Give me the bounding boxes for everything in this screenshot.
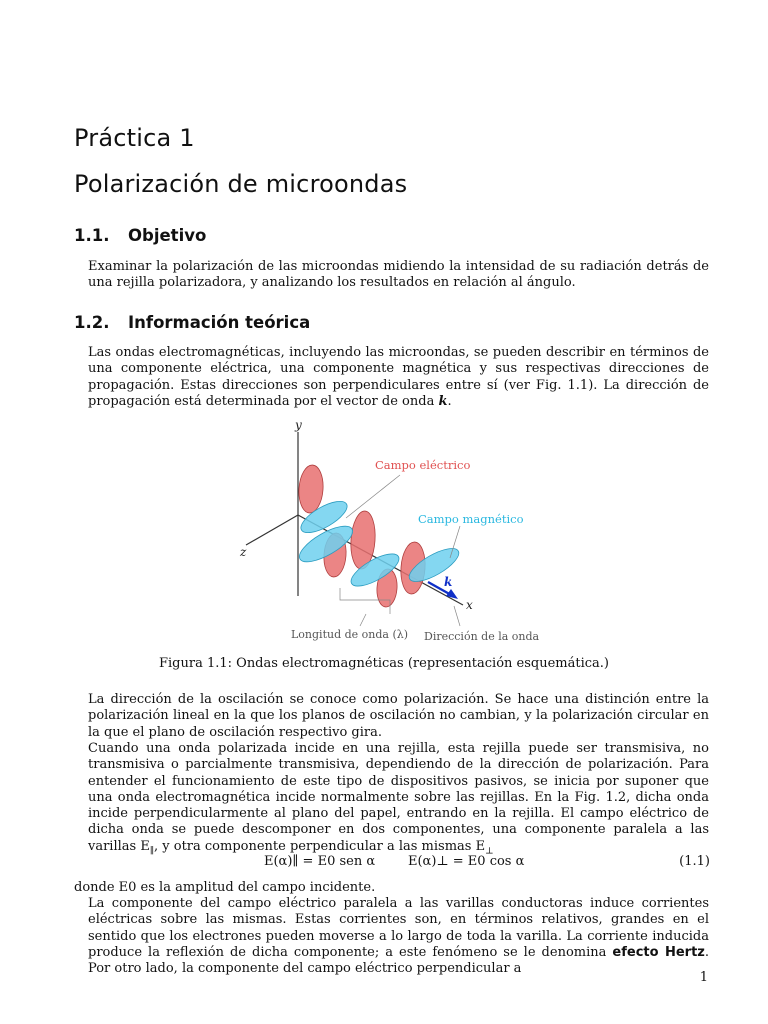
electric-pointer bbox=[346, 475, 400, 518]
objective-text: Examinar la polarización de las microondas midiendo la intensidad de su radiación detrás de una rejilla polarizadora, y analizando los resultados en relación al ángulo. bbox=[88, 259, 709, 291]
hertz-effect-term: efecto Hertz bbox=[612, 944, 705, 960]
x-axis-label: x bbox=[466, 598, 473, 612]
amplitude-text: donde E0 es la amplitud del campo incidente. bbox=[74, 880, 376, 895]
k-vector-head bbox=[446, 589, 458, 599]
chapter-label: Práctica 1 bbox=[74, 124, 195, 152]
equation-perpendicular: E(α)⊥ = E0 cos α bbox=[408, 854, 525, 869]
z-axis-label: z bbox=[240, 545, 247, 559]
direction-pointer bbox=[454, 606, 460, 626]
section-number: 1.2. bbox=[74, 313, 110, 332]
equation-1-1 bbox=[74, 854, 710, 872]
electric-field-lobes bbox=[297, 464, 426, 607]
wave-direction-label: Dirección de la onda bbox=[424, 630, 540, 643]
chapter-title: Polarización de microondas bbox=[74, 170, 408, 198]
k-vector-label: k bbox=[444, 575, 453, 589]
hertz-text-body: La componente del campo eléctrico paralela a las varillas conductoras induce corrientes eléctricas sobre las mismas. Estas corrientes son, en términos relativos, grandes en el sentido que los electrones pueden moverse a lo largo de toda la varilla. La corriente inducida produce la reflexión de dicha componente; a este fenómeno se le denomina bbox=[88, 896, 709, 960]
wave-vector-symbol: k bbox=[438, 393, 448, 409]
equation-parallel: E(α)∥ = E0 sen α bbox=[264, 854, 376, 869]
theory-intro-body: Las ondas electromagnéticas, incluyendo las microondas, se pueden describir en términos de una componente eléctrica, una componente magnética y sus respectivas direcciones de propagación. Estas direcciones son perpendiculares entre sí (ver Fig. 1.1). La dirección de propagación está determinada por el vector de onda bbox=[88, 345, 709, 409]
magnetic-field-label: Campo magnético bbox=[418, 512, 524, 526]
section-heading-objective bbox=[74, 226, 206, 245]
z-axis bbox=[246, 515, 298, 545]
y-axis-label: y bbox=[295, 418, 302, 432]
hertz-text bbox=[74, 896, 709, 977]
figure-caption: Figura 1.1: Ondas electromagnéticas (representación esquemática.) bbox=[159, 656, 609, 671]
grid-text-body: Cuando una onda polarizada incide en una rejilla, esta rejilla puede ser transmisiva, no transmisiva o parcialmente transmisiva, dependiendo de la dirección de polarización. Para entender el funcionamiento de este tipo de dispositivos pasivos, se inicia por suponer que una onda electromagnética incide normalmente sobre las rejillas. En la Fig. 1.2, dicha onda incide perpendicularmente al plano del papel, entrando en la rejilla. El campo eléctrico de dicha onda se puede descomponer en dos componentes, una componente paralela a las varillas E bbox=[88, 741, 709, 854]
polarization-paragraph bbox=[74, 692, 709, 741]
electric-field-label: Campo eléctrico bbox=[375, 458, 471, 472]
amplitude-paragraph bbox=[74, 880, 709, 896]
equation-number: (1.1) bbox=[679, 854, 710, 869]
grid-text: Cuando una onda polarizada incide en una rejilla, esta rejilla puede ser transmisiva, no transmisiva o parcialmente transmisiva, dependiendo de la dirección de polarización. Para entender el funcionamiento de este tipo de dispositivos pasivos, se inicia por suponer que una onda electromagnética incide normalmente sobre las rejillas. En la Fig. 1.2, dicha onda incide perpendicularmente al plano del papel, entrando en la rejilla. El campo eléctrico de dicha onda se puede descomponer en dos componentes, una componente paralela a las varillas $E_\parallel$, y otra componente perpendicular a las mismas $E_\perp$ bbox=[88, 741, 709, 857]
electric-lobe bbox=[297, 464, 324, 514]
hertz-text-end: . Por otro lado, la componente del campo eléctrico perpendicular a bbox=[88, 944, 709, 977]
grid-paragraph bbox=[74, 741, 709, 860]
objective-paragraph bbox=[74, 259, 709, 292]
polarization-text: La dirección de la oscilación se conoce como polarización. Se hace una distinción entre la polarización lineal en la que los planos de oscilación no cambian, y la polarización circular en la que el plano de oscilación respectivo gira. bbox=[88, 692, 709, 740]
section-number: 1.1. bbox=[74, 226, 110, 245]
wavelength-label: Longitud de onda (λ) bbox=[291, 628, 409, 641]
section-title: Objetivo bbox=[128, 226, 207, 245]
grid-text-mid: , y otra componente perpendicular a las mismas E bbox=[154, 838, 486, 854]
section-heading-theory bbox=[74, 313, 310, 332]
hertz-paragraph bbox=[74, 896, 709, 977]
magnetic-field-lobes bbox=[295, 495, 464, 592]
em-wave-figure bbox=[238, 418, 543, 648]
section-title: Información teórica bbox=[128, 313, 311, 332]
theory-intro-text: Las ondas electromagnéticas, incluyendo las microondas, se pueden describir en términos de una componente eléctrica, una componente magnética y sus respectivas direcciones de propagación. Estas direcciones son perpendiculares entre sí (ver Fig. 1.1). La dirección de propagación está determinada por el vector de onda k. bbox=[88, 345, 709, 409]
theory-intro-paragraph bbox=[74, 345, 709, 410]
page-number: 1 bbox=[699, 970, 708, 985]
wavelength-pointer bbox=[360, 614, 366, 626]
